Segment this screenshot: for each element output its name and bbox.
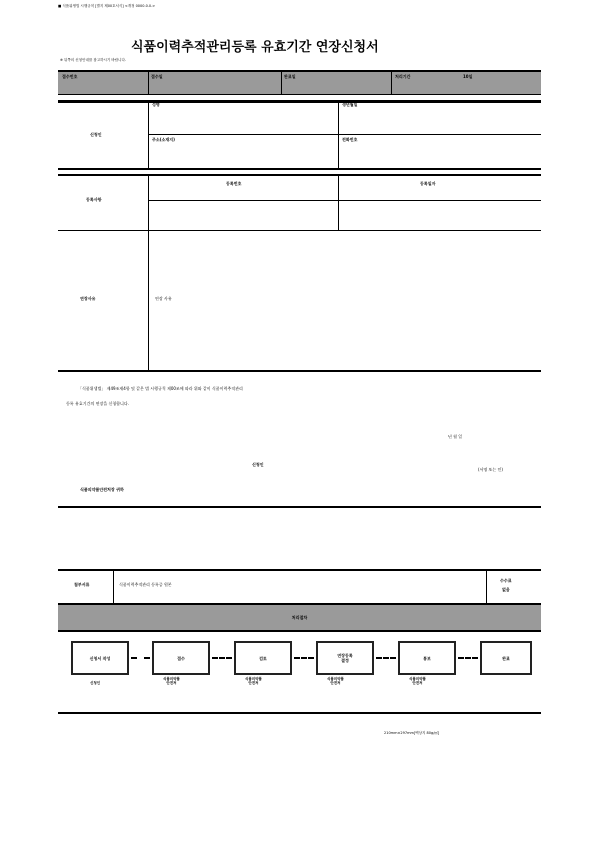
process-arrow-1	[131, 657, 150, 659]
process-step-3	[234, 641, 292, 675]
details-text: 연장 사유	[155, 296, 172, 301]
declaration-applicant-label: 신청인	[252, 462, 264, 467]
process-arrow-2	[212, 657, 232, 659]
process-step-1	[71, 641, 129, 675]
process-title: 처리절차	[291, 614, 308, 620]
declaration-addressee: 식품의약품안전처장 귀하	[80, 487, 124, 492]
fee-label: 수수료	[500, 578, 512, 583]
declaration-line-2: 등록 유효기간의 연장을 신청합니다.	[66, 401, 130, 406]
process-step-6	[480, 641, 532, 675]
process-step-4-label: 연장등록 결정	[337, 653, 353, 663]
completion-date-label: 완료일	[284, 74, 296, 79]
process-step-2-label: 접수	[177, 655, 185, 661]
process-step-4-caption: 식품의약품 안전처	[327, 677, 344, 685]
process-arrow-4	[376, 657, 396, 659]
processing-period-value: 10일	[463, 74, 473, 79]
process-step-5-label: 통보	[423, 655, 431, 661]
process-arrow-3	[294, 657, 314, 659]
registration-number-label: 등록번호	[226, 181, 242, 186]
processing-period-label: 처리기간	[395, 74, 411, 79]
attachment-label: 첨부서류	[74, 582, 90, 587]
process-step-2-caption: 식품의약품 안전처	[163, 677, 180, 685]
process-title-bar	[58, 604, 541, 630]
declaration-signature: (서명 또는 인)	[478, 467, 503, 472]
applicant-phone-label: 전화번호	[342, 137, 358, 142]
process-arrow-5	[458, 657, 478, 659]
process-step-3-label: 검토	[259, 655, 267, 661]
process-step-3-caption: 식품의약품 안전처	[245, 677, 262, 685]
process-step-4	[316, 641, 374, 675]
declaration-date: 년 월 일	[448, 434, 463, 439]
process-step-2	[152, 641, 210, 675]
fee-value: 없음	[502, 587, 510, 592]
applicant-name-label: 성명	[152, 102, 160, 107]
paper-spec-footer: 210mm×297mm[백상지 80g/㎡]	[384, 731, 440, 735]
applicant-birth-label: 생년월일	[342, 102, 358, 107]
receipt-date-label: 접수일	[151, 74, 163, 79]
process-step-1-caption: 신청인	[90, 681, 101, 685]
registration-section-label: 등록사항	[86, 197, 102, 202]
process-step-5-caption: 식품의약품 안전처	[409, 677, 426, 685]
form-subtitle: ※ 뒤쪽의 신청안내를 참고하시기 바랍니다.	[60, 58, 126, 62]
details-section-label: 연장사유	[80, 296, 96, 301]
process-step-1-label: 신청서 작성	[89, 655, 111, 661]
receipt-number-label: 접수번호	[62, 74, 78, 79]
registration-date-label: 등록일자	[420, 181, 436, 186]
page-title: 식품이력추적관리등록 유효기간 연장신청서	[131, 40, 379, 55]
applicant-section-label: 신청인	[90, 132, 102, 137]
applicant-address-label: 주소(소재지)	[152, 137, 175, 142]
process-step-5	[398, 641, 456, 675]
declaration-line-1: 「식품위생법」 제49조제4항 및 같은 법 시행규칙 제00조에 따라 위와 같이 식품이력추적관리	[78, 386, 243, 391]
form-header-note: ■ 식품위생법 시행규칙 [별지 제00호서식] <개정 0000.0.0.>	[58, 4, 156, 8]
process-step-6-label: 완료	[502, 655, 510, 661]
attachment-text: 식품이력추적관리 등록증 원본	[119, 582, 172, 587]
